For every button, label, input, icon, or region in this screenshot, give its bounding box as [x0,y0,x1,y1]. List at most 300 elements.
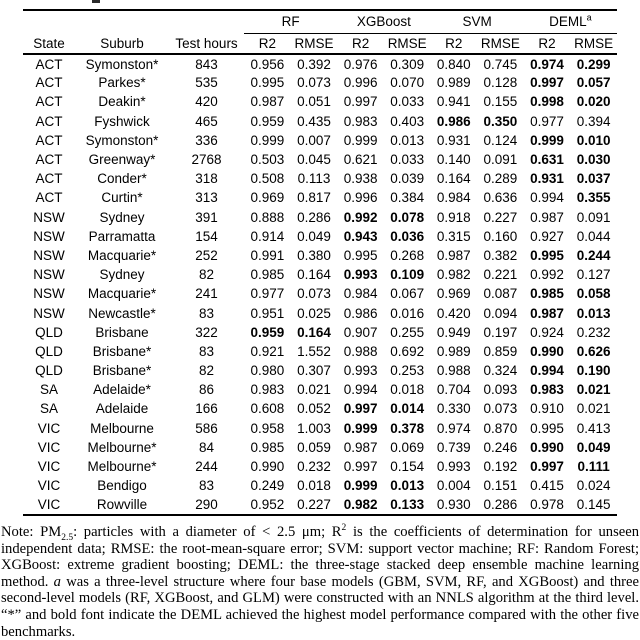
table-header [23,10,617,54]
metric-cell: 0.154 [390,459,425,475]
metric-cell: 0.403 [390,113,425,129]
metric-cell: 0.994 [530,363,564,379]
metric-cell: 0.039 [390,171,425,187]
metric-cell: 0.987 [436,247,471,263]
metric-cell: 0.021 [297,382,331,398]
metric-cell: 0.249 [250,478,285,494]
state-cell: ACT [35,94,63,110]
metric-cell: 0.197 [483,324,518,340]
suburb-cell: Conder* [97,171,147,187]
metric-cell: 0.999 [250,132,285,148]
metric-cell: 0.192 [483,459,518,475]
metric-cell: 0.033 [390,152,425,168]
suburb-cell: Adelaide* [93,382,151,398]
suburb-cell: Brisbane* [92,343,152,359]
table-body [23,54,617,515]
metric-cell: 0.924 [530,324,564,340]
metric-cell: 0.974 [530,56,564,72]
metric-cell: 0.045 [297,152,331,168]
metric-cell: 0.969 [436,286,471,302]
metric-cell: 0.128 [483,75,518,91]
metric-cell: 0.626 [576,343,611,359]
metric-cell: 0.246 [483,439,518,455]
metric-cell: 0.059 [297,439,331,455]
metric-cell: 0.989 [436,75,471,91]
metric-cell: 0.958 [250,420,285,436]
metric-cell: 0.994 [530,190,564,206]
col-header-rmse: RMSE [294,35,334,51]
metric-cell: 0.087 [483,286,518,302]
test-hours-cell: 82 [199,267,215,283]
metric-cell: 0.974 [436,420,471,436]
metric-cell: 0.044 [576,228,611,244]
table-row [23,342,617,361]
suburb-cell: Sydney [99,267,145,283]
metric-cell: 0.078 [390,209,425,225]
suburb-cell: Melbourne* [87,459,157,475]
test-hours-cell: 290 [195,496,218,512]
metric-cell: 0.997 [343,459,378,475]
metric-cell: 0.355 [576,190,611,206]
metric-cell: 0.982 [436,267,471,283]
test-hours-cell: 391 [195,209,218,225]
metric-cell: 0.018 [297,478,331,494]
metric-cell: 0.113 [297,171,331,187]
metric-cell: 0.983 [530,382,564,398]
metric-cell: 0.049 [297,228,331,244]
metric-cell: 0.070 [390,75,425,91]
test-hours-cell: 313 [195,190,218,206]
metric-cell: 0.999 [530,132,564,148]
metric-cell: 0.420 [436,305,471,321]
suburb-cell: Greenway* [88,152,156,168]
metric-cell: 0.058 [576,286,611,302]
metric-cell: 0.952 [250,496,285,512]
metric-cell: 0.921 [250,343,285,359]
group-label: XGBoost [356,14,411,30]
metric-cell: 0.976 [343,56,378,72]
metric-cell: 0.151 [483,478,518,494]
metric-cell: 0.997 [343,94,378,110]
state-cell: ACT [35,56,63,72]
metric-cell: 0.989 [436,343,471,359]
col-header-suburb: Suburb [100,35,144,51]
metric-cell: 0.394 [576,113,611,129]
metric-cell: 0.057 [576,75,611,91]
metric-cell: 0.315 [436,228,471,244]
metric-cell: 0.990 [530,343,564,359]
state-cell: SA [40,401,59,417]
metric-cell: 0.959 [250,324,285,340]
metric-cell: 0.739 [436,439,471,455]
test-hours-cell: 82 [199,363,215,379]
metric-cell: 0.840 [436,56,471,72]
suburb-cell: Brisbane [95,324,149,340]
metric-cell: 0.927 [530,228,564,244]
metric-cell: 0.190 [576,363,611,379]
metric-cell: 0.232 [576,324,611,340]
test-hours-cell: 2768 [191,152,222,168]
metric-cell: 0.931 [530,171,564,187]
metric-cell: 0.996 [343,190,378,206]
metric-cell: 0.350 [483,113,518,129]
test-hours-cell: 535 [195,75,218,91]
metric-cell: 0.985 [250,439,285,455]
metric-cell: 0.021 [576,382,611,398]
metric-cell: 0.503 [250,152,285,168]
metric-cell: 0.941 [436,94,471,110]
suburb-cell: Newcastle* [88,305,156,321]
metric-cell: 0.330 [436,401,471,417]
metric-cell: 0.995 [250,75,285,91]
suburb-cell: Brisbane* [92,363,152,379]
metric-cell: 0.977 [250,286,285,302]
metric-cell: 1.552 [297,343,331,359]
metric-cell: 0.289 [483,171,518,187]
metric-cell: 0.255 [390,324,425,340]
metric-cell: 0.986 [436,113,471,129]
metric-cell: 0.918 [436,209,471,225]
note-text: Note: $PM_{2.5}$: particles with a diameter of < 2.5 μm; $R^2$ is the coefficients of determination for unseen independent data; RMSE: the root-mean-square error; SVM: support vector machine; RF: Random Forest; XGBoost: extreme gradient boosting; DEML: the three-stage stacked deep ensemble machine learning method. a was a three-level structure where four base models (GBM, SVM, RF, and XGBoost) and three second-level models (RF, XGBoost, and GLM) were constructed with an NNLS algorithm at the third level. “*” and bold font indicate the DEML achieved the highest model performance compared with the other five benchmarks. [1,523,640,640]
metric-cell: 0.999 [343,478,378,494]
metric-cell: 0.949 [436,324,471,340]
col-header-rmse: RMSE [480,35,520,51]
suburb-cell: Curtin* [101,190,143,206]
metric-cell: 0.016 [390,305,425,321]
suburb-cell: Parkes* [98,75,146,91]
metric-cell: 0.988 [343,343,378,359]
suburb-cell: Deakin* [98,94,146,110]
metric-cell: 0.969 [250,190,285,206]
state-cell: NSW [33,228,65,244]
table-row [23,92,617,111]
metric-cell: 0.993 [343,267,378,283]
metric-cell: 0.636 [483,190,518,206]
suburb-cell: Sydney [99,209,145,225]
metric-cell: 0.508 [250,171,285,187]
metric-cell: 0.997 [530,459,564,475]
test-hours-cell: 586 [195,420,218,436]
metric-cell: 0.987 [343,439,378,455]
table-row [23,323,617,342]
metric-cell: 0.938 [343,171,378,187]
metric-cell: 0.324 [483,363,518,379]
metric-cell: 0.987 [250,94,285,110]
metric-cell: 0.073 [297,75,331,91]
metric-cell: 0.631 [530,152,564,168]
metric-cell: 0.995 [530,420,564,436]
table-row [23,265,617,284]
state-cell: NSW [33,247,65,263]
test-hours-cell: 322 [195,324,218,340]
table-row [23,380,617,399]
col-header-r2: R2 [258,35,276,51]
metric-cell: 0.221 [483,267,518,283]
metric-cell: 0.164 [436,171,471,187]
metric-cell: 0.992 [343,209,378,225]
metric-cell: 0.020 [576,94,611,110]
metric-cell: 0.124 [483,132,518,148]
deml-footnote-marker: a [586,12,592,23]
table-row [23,419,617,438]
state-cell: QLD [35,324,63,340]
col-header-rmse: RMSE [574,35,614,51]
metric-cell: 0.930 [436,496,471,512]
col-header-test-hours: Test hours [175,35,238,51]
metric-cell: 0.286 [297,209,331,225]
metric-cell: 0.931 [436,132,471,148]
metric-cell: 0.995 [530,247,564,263]
metric-cell: 0.980 [250,363,285,379]
table-row [23,169,617,188]
metric-cell: 0.164 [297,267,331,283]
suburb-cell: Fyshwick [94,113,150,129]
table-row [23,303,617,322]
table-row [23,457,617,476]
metric-cell: 0.299 [576,56,611,72]
metric-cell: 0.037 [576,171,611,187]
table-row [23,246,617,265]
test-hours-cell: 336 [195,132,218,148]
state-cell: NSW [33,286,65,302]
metric-cell: 0.983 [250,382,285,398]
state-cell: ACT [35,75,63,91]
metric-cell: 0.073 [483,401,518,417]
group-header-rf [244,10,337,33]
metric-cell: 0.959 [250,113,285,129]
metric-cell: 0.859 [483,343,518,359]
test-hours-cell: 83 [199,305,215,321]
state-cell: VIC [37,478,61,494]
metric-cell: 0.069 [390,439,425,455]
col-header-r2: R2 [538,35,556,51]
table-row [23,73,617,92]
group-label: SVM [462,14,492,30]
suburb-cell: Symonston* [85,56,159,72]
table-row [23,476,617,495]
metric-cell: 1.003 [297,420,331,436]
metric-cell: 0.870 [483,420,518,436]
metric-cell: 0.997 [343,401,378,417]
test-hours-cell: 318 [195,171,218,187]
metric-cell: 0.992 [530,267,564,283]
metric-cell: 0.111 [577,459,610,475]
metric-cell: 0.007 [297,132,331,148]
table-row [23,112,617,131]
metric-cell: 0.093 [483,382,518,398]
metric-cell: 0.991 [250,247,285,263]
metric-cell: 0.993 [436,459,471,475]
metric-cell: 0.127 [576,267,611,283]
metric-cell: 0.155 [483,94,518,110]
metric-cell: 0.010 [576,132,611,148]
test-hours-cell: 86 [199,382,215,398]
metric-cell: 0.384 [390,190,425,206]
metric-cell: 0.307 [297,363,331,379]
test-hours-cell: 244 [195,459,218,475]
state-cell: ACT [35,190,63,206]
test-hours-cell: 154 [195,228,218,244]
suburb-cell: Symonston* [85,132,159,148]
metric-cell: 0.986 [343,305,378,321]
metric-cell: 0.145 [576,496,611,512]
table-row [23,227,617,246]
suburb-cell: Adelaide [95,401,149,417]
metric-cell: 0.910 [530,401,564,417]
metric-cell: 0.990 [530,439,564,455]
table-row [23,438,617,457]
metric-cell: 0.286 [483,496,518,512]
metric-cell: 0.988 [436,363,471,379]
metric-cell: 0.977 [530,113,564,129]
suburb-cell: Melbourne* [87,439,157,455]
group-spacer [23,10,244,33]
metric-cell: 0.036 [390,228,425,244]
table-row [23,208,617,227]
table-row [23,150,617,169]
metric-cell: 0.067 [390,286,425,302]
metric-cell: 0.995 [343,247,378,263]
suburb-cell: Bendigo [97,478,147,494]
state-cell: VIC [37,496,61,512]
metric-cell: 0.051 [297,94,331,110]
group-header-xgboost [337,10,430,33]
state-cell: NSW [33,267,65,283]
metric-cell: 0.956 [250,56,285,72]
metric-cell: 0.984 [436,190,471,206]
metric-cell: 0.692 [390,343,425,359]
state-cell: QLD [35,363,63,379]
metric-cell: 0.996 [343,75,378,91]
suburb-cell: Melbourne [90,420,154,436]
suburb-cell: Parramatta [88,228,156,244]
state-cell: NSW [33,209,65,225]
metric-cell: 0.380 [297,247,331,263]
metric-cell: 0.004 [436,478,471,494]
table-row [23,495,617,514]
metric-cell: 0.160 [483,228,518,244]
metric-cell: 0.978 [530,496,564,512]
test-hours-cell: 84 [199,439,215,455]
metric-cell: 0.435 [297,113,331,129]
results-table-container [23,9,617,516]
state-cell: QLD [35,343,63,359]
cropped-caption-fragment [92,0,100,3]
metric-cell: 0.013 [390,478,425,494]
state-cell: NSW [33,305,65,321]
metric-cell: 0.914 [250,228,285,244]
table-row [23,131,617,150]
metric-cell: 0.232 [297,459,331,475]
table-row [23,188,617,207]
metric-cell: 0.990 [250,459,285,475]
metric-cell: 0.998 [530,94,564,110]
metric-cell: 0.244 [576,247,611,263]
test-hours-cell: 166 [195,401,218,417]
col-header-state: State [33,35,65,51]
metric-cell: 0.415 [530,478,564,494]
metric-cell: 0.164 [297,324,331,340]
results-table [23,9,617,516]
metric-cell: 0.013 [576,305,611,321]
metric-cell: 0.091 [483,152,518,168]
metric-cell: 0.014 [390,401,425,417]
test-hours-cell: 241 [195,286,218,302]
group-label: DEML [549,14,587,30]
metric-cell: 0.999 [343,132,378,148]
metric-cell: 0.987 [530,305,564,321]
state-cell: SA [40,382,59,398]
suburb-cell: Macquarie* [87,247,157,263]
group-header-svm [431,10,524,33]
metric-cell: 0.018 [390,382,425,398]
metric-cell: 0.309 [390,56,425,72]
metric-cell: 0.999 [343,420,378,436]
col-header-rmse: RMSE [387,35,427,51]
col-header-r2: R2 [351,35,370,51]
metric-cell: 0.982 [343,496,378,512]
metric-cell: 0.013 [390,132,425,148]
metric-cell: 0.817 [297,190,331,206]
metric-cell: 0.133 [390,496,425,512]
test-hours-cell: 843 [195,56,218,72]
group-label: RF [281,14,300,30]
state-cell: ACT [35,113,63,129]
column-header-row [23,33,617,54]
state-cell: ACT [35,171,63,187]
metric-cell: 0.021 [576,401,611,417]
metric-cell: 0.052 [297,401,331,417]
state-cell: ACT [35,132,63,148]
state-cell: VIC [37,420,61,436]
table-row [23,361,617,380]
metric-cell: 0.049 [576,439,611,455]
metric-cell: 0.268 [390,247,425,263]
table-row [23,54,617,73]
metric-cell: 0.704 [436,382,471,398]
metric-cell: 0.253 [390,363,425,379]
group-header-deml [524,10,617,33]
metric-cell: 0.140 [436,152,471,168]
metric-cell: 0.382 [483,247,518,263]
metric-cell: 0.985 [530,286,564,302]
metric-cell: 0.024 [576,478,611,494]
metric-cell: 0.025 [297,305,331,321]
metric-cell: 0.109 [390,267,425,283]
state-cell: VIC [37,459,61,475]
test-hours-cell: 420 [195,94,218,110]
metric-cell: 0.987 [530,209,564,225]
table-row [23,284,617,303]
metric-cell: 0.907 [343,324,378,340]
metric-cell: 0.993 [343,363,378,379]
metric-cell: 0.091 [576,209,611,225]
metric-cell: 0.392 [297,56,331,72]
metric-cell: 0.983 [343,113,378,129]
metric-cell: 0.378 [390,420,425,436]
metric-cell: 0.094 [483,305,518,321]
metric-cell: 0.033 [390,94,425,110]
model-group-row [23,10,617,33]
metric-cell: 0.745 [483,56,518,72]
metric-cell: 0.073 [297,286,331,302]
test-hours-cell: 465 [195,113,218,129]
col-header-r2: R2 [445,35,463,51]
metric-cell: 0.621 [343,152,378,168]
metric-cell: 0.227 [483,209,518,225]
metric-cell: 0.994 [343,382,378,398]
suburb-cell: Macquarie* [87,286,157,302]
